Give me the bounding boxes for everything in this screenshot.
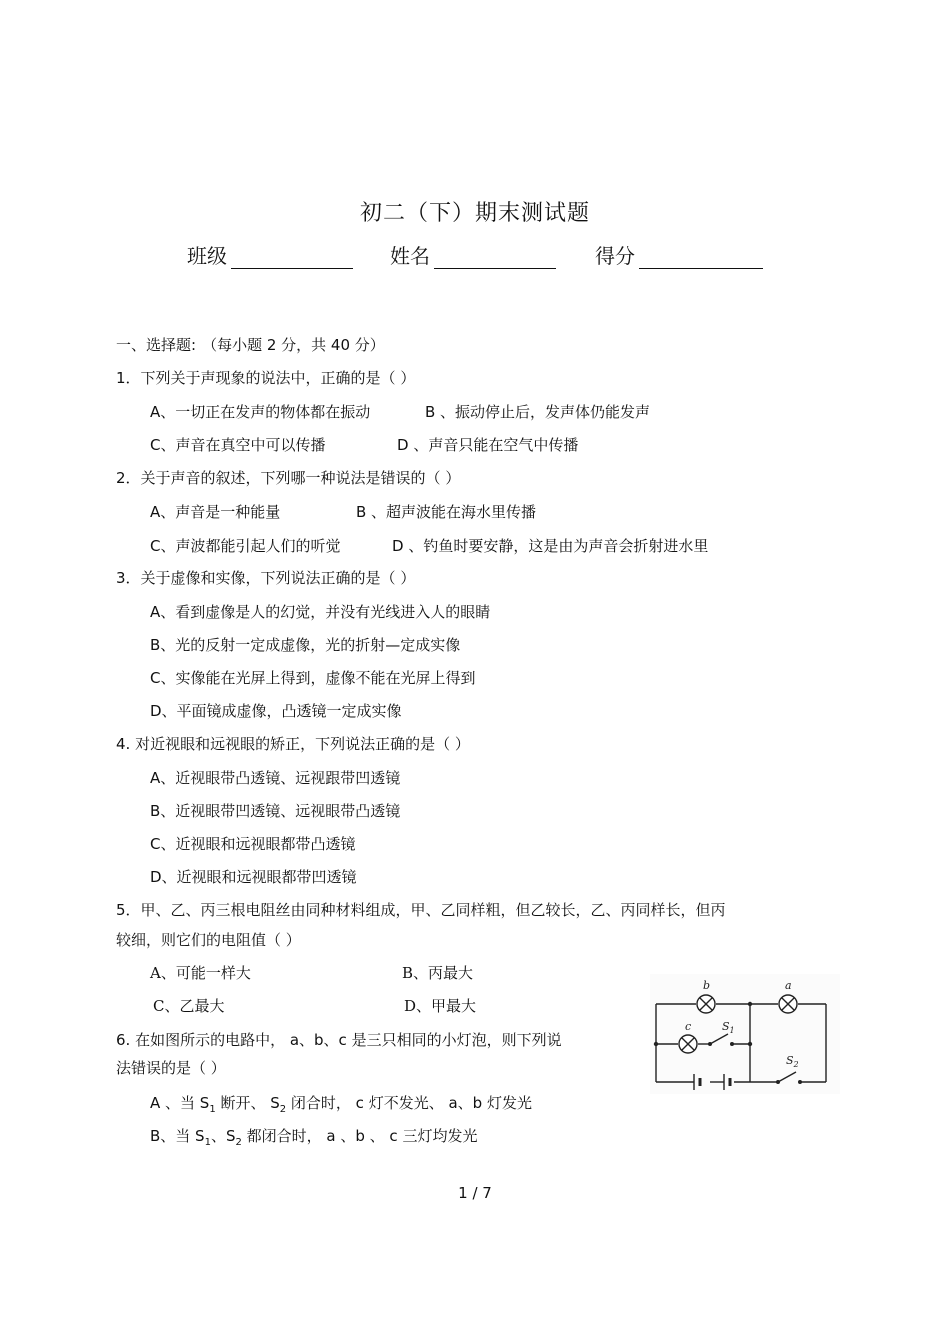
- q2-option-b: B 、超声波能在海水里传播: [356, 503, 537, 521]
- circuit-background: [650, 974, 840, 1094]
- q1-option-d: D 、声音只能在空气中传播: [397, 436, 579, 454]
- q3-option-c: C、实像能在光屏上得到，虚像不能在光屏上得到: [150, 669, 476, 687]
- switch-s1-contact: [730, 1042, 734, 1046]
- section-label: 一、选择题:: [116, 336, 197, 354]
- score-blank: [639, 246, 763, 269]
- q2-option-d: D 、钓鱼时要安静，这是由为声音会折射进水里: [392, 537, 709, 555]
- section-heading: [116, 334, 385, 355]
- class-blank: [231, 246, 353, 269]
- label-s1-main: S: [722, 1020, 730, 1033]
- switch-s2-contact: [798, 1080, 802, 1084]
- q6a-text-2: 断开、 S: [215, 1094, 280, 1112]
- label-a: a: [785, 979, 792, 992]
- q1-option-b: B 、振动停止后，发声体仍能发声: [425, 403, 651, 421]
- q4-option-a: A、近视眼带凸透镜、远视跟带凹透镜: [150, 769, 401, 787]
- switch-s2-pivot: [776, 1080, 780, 1084]
- class-field: [187, 240, 353, 269]
- lamp-c-icon: [679, 1035, 697, 1053]
- score-field: [595, 240, 763, 269]
- q6b-text-3: 都闭合时， a 、b 、 c 三灯均发光: [241, 1127, 478, 1145]
- q2-option-a: A、声音是一种能量: [150, 503, 281, 521]
- lamp-b-icon: [697, 995, 715, 1013]
- q5-option-c: C、乙最大: [153, 997, 225, 1015]
- label-c: c: [685, 1020, 692, 1033]
- question-6-line-2: 法错误的是（ ）: [116, 1059, 226, 1077]
- question-2: 2．关于声音的叙述，下列哪一种说法是错误的（ ）: [116, 469, 461, 487]
- question-3: 3．关于虚像和实像，下列说法正确的是（ ）: [116, 569, 416, 587]
- q4-option-d: D、近视眼和远视眼都带凹透镜: [150, 868, 357, 886]
- q6a-text-1: A 、当 S: [150, 1094, 210, 1112]
- class-label: 班级: [187, 244, 227, 268]
- question-5-line-2: 较细，则它们的电阻值（ ）: [116, 931, 301, 949]
- q6b-sub-1: 1: [204, 1137, 211, 1148]
- score-label: 得分: [595, 244, 635, 268]
- question-4: 4. 对近视眼和远视眼的矫正，下列说法正确的是（ ）: [116, 735, 470, 753]
- junction-dot: [748, 1042, 752, 1046]
- q6a-sub-2: 2: [279, 1104, 287, 1115]
- question-6-line-1: 6. 在如图所示的电路中， a、b、c 是三只相同的小灯泡，则下列说: [116, 1031, 562, 1049]
- q5-option-d: D、甲最大: [404, 997, 477, 1015]
- label-s2-sub: 2: [793, 1060, 799, 1069]
- q6a-sub-1: 1: [209, 1104, 216, 1115]
- q6b-sub-2: 2: [235, 1137, 242, 1148]
- junction-dot: [748, 1002, 752, 1006]
- label-s1-sub: 1: [729, 1026, 735, 1035]
- page-title: 初二（下）期末测试题: [359, 201, 590, 226]
- question-1: 1．下列关于声现象的说法中，正确的是（ ）: [116, 369, 416, 387]
- circuit-diagram: [650, 974, 840, 1094]
- q6b-text-1: B、当 S: [150, 1127, 205, 1145]
- label-s2-main: S: [786, 1054, 794, 1067]
- page-number: 1 / 7: [458, 1184, 492, 1202]
- name-field: [390, 240, 556, 269]
- q3-option-d: D、平面镜成虚像，凸透镜一定成实像: [150, 702, 402, 720]
- q6-option-b: [150, 1126, 477, 1153]
- q5-option-b: B、丙最大: [402, 964, 474, 982]
- q4-option-b: B、近视眼带凹透镜、远视眼带凸透镜: [150, 802, 401, 820]
- name-blank: [434, 246, 556, 269]
- label-b: b: [703, 979, 711, 992]
- junction-dot: [654, 1042, 658, 1046]
- q2-option-c: C、声波都能引起人们的听觉: [150, 537, 341, 555]
- question-5-line-1: 5．甲、乙、丙三根电阻丝由同种材料组成，甲、乙同样粗，但乙较长，乙、丙同样长，但丙: [116, 901, 726, 919]
- section-note: （每小题 2 分，共 40 分）: [202, 336, 385, 354]
- q1-option-c: C、声音在真空中可以传播: [150, 436, 326, 454]
- q4-option-c: C、近视眼和远视眼都带凸透镜: [150, 835, 356, 853]
- q6-option-a: [150, 1093, 532, 1120]
- q3-option-b: B、光的反射一定成虚像，光的折射—定成实像: [150, 636, 461, 654]
- q3-option-a: A、看到虚像是人的幻觉，并没有光线进入人的眼睛: [150, 603, 491, 621]
- switch-s1-pivot: [708, 1042, 712, 1046]
- lamp-a-icon: [779, 995, 797, 1013]
- q6b-text-2: 、S: [210, 1127, 236, 1145]
- name-label: 姓名: [390, 244, 430, 268]
- q1-option-a: A、一切正在发声的物体都在振动: [150, 403, 371, 421]
- q5-option-a: A、可能一样大: [150, 964, 251, 982]
- q6a-text-3: 闭合时， c 灯不发光、 a、b 灯发光: [286, 1094, 532, 1112]
